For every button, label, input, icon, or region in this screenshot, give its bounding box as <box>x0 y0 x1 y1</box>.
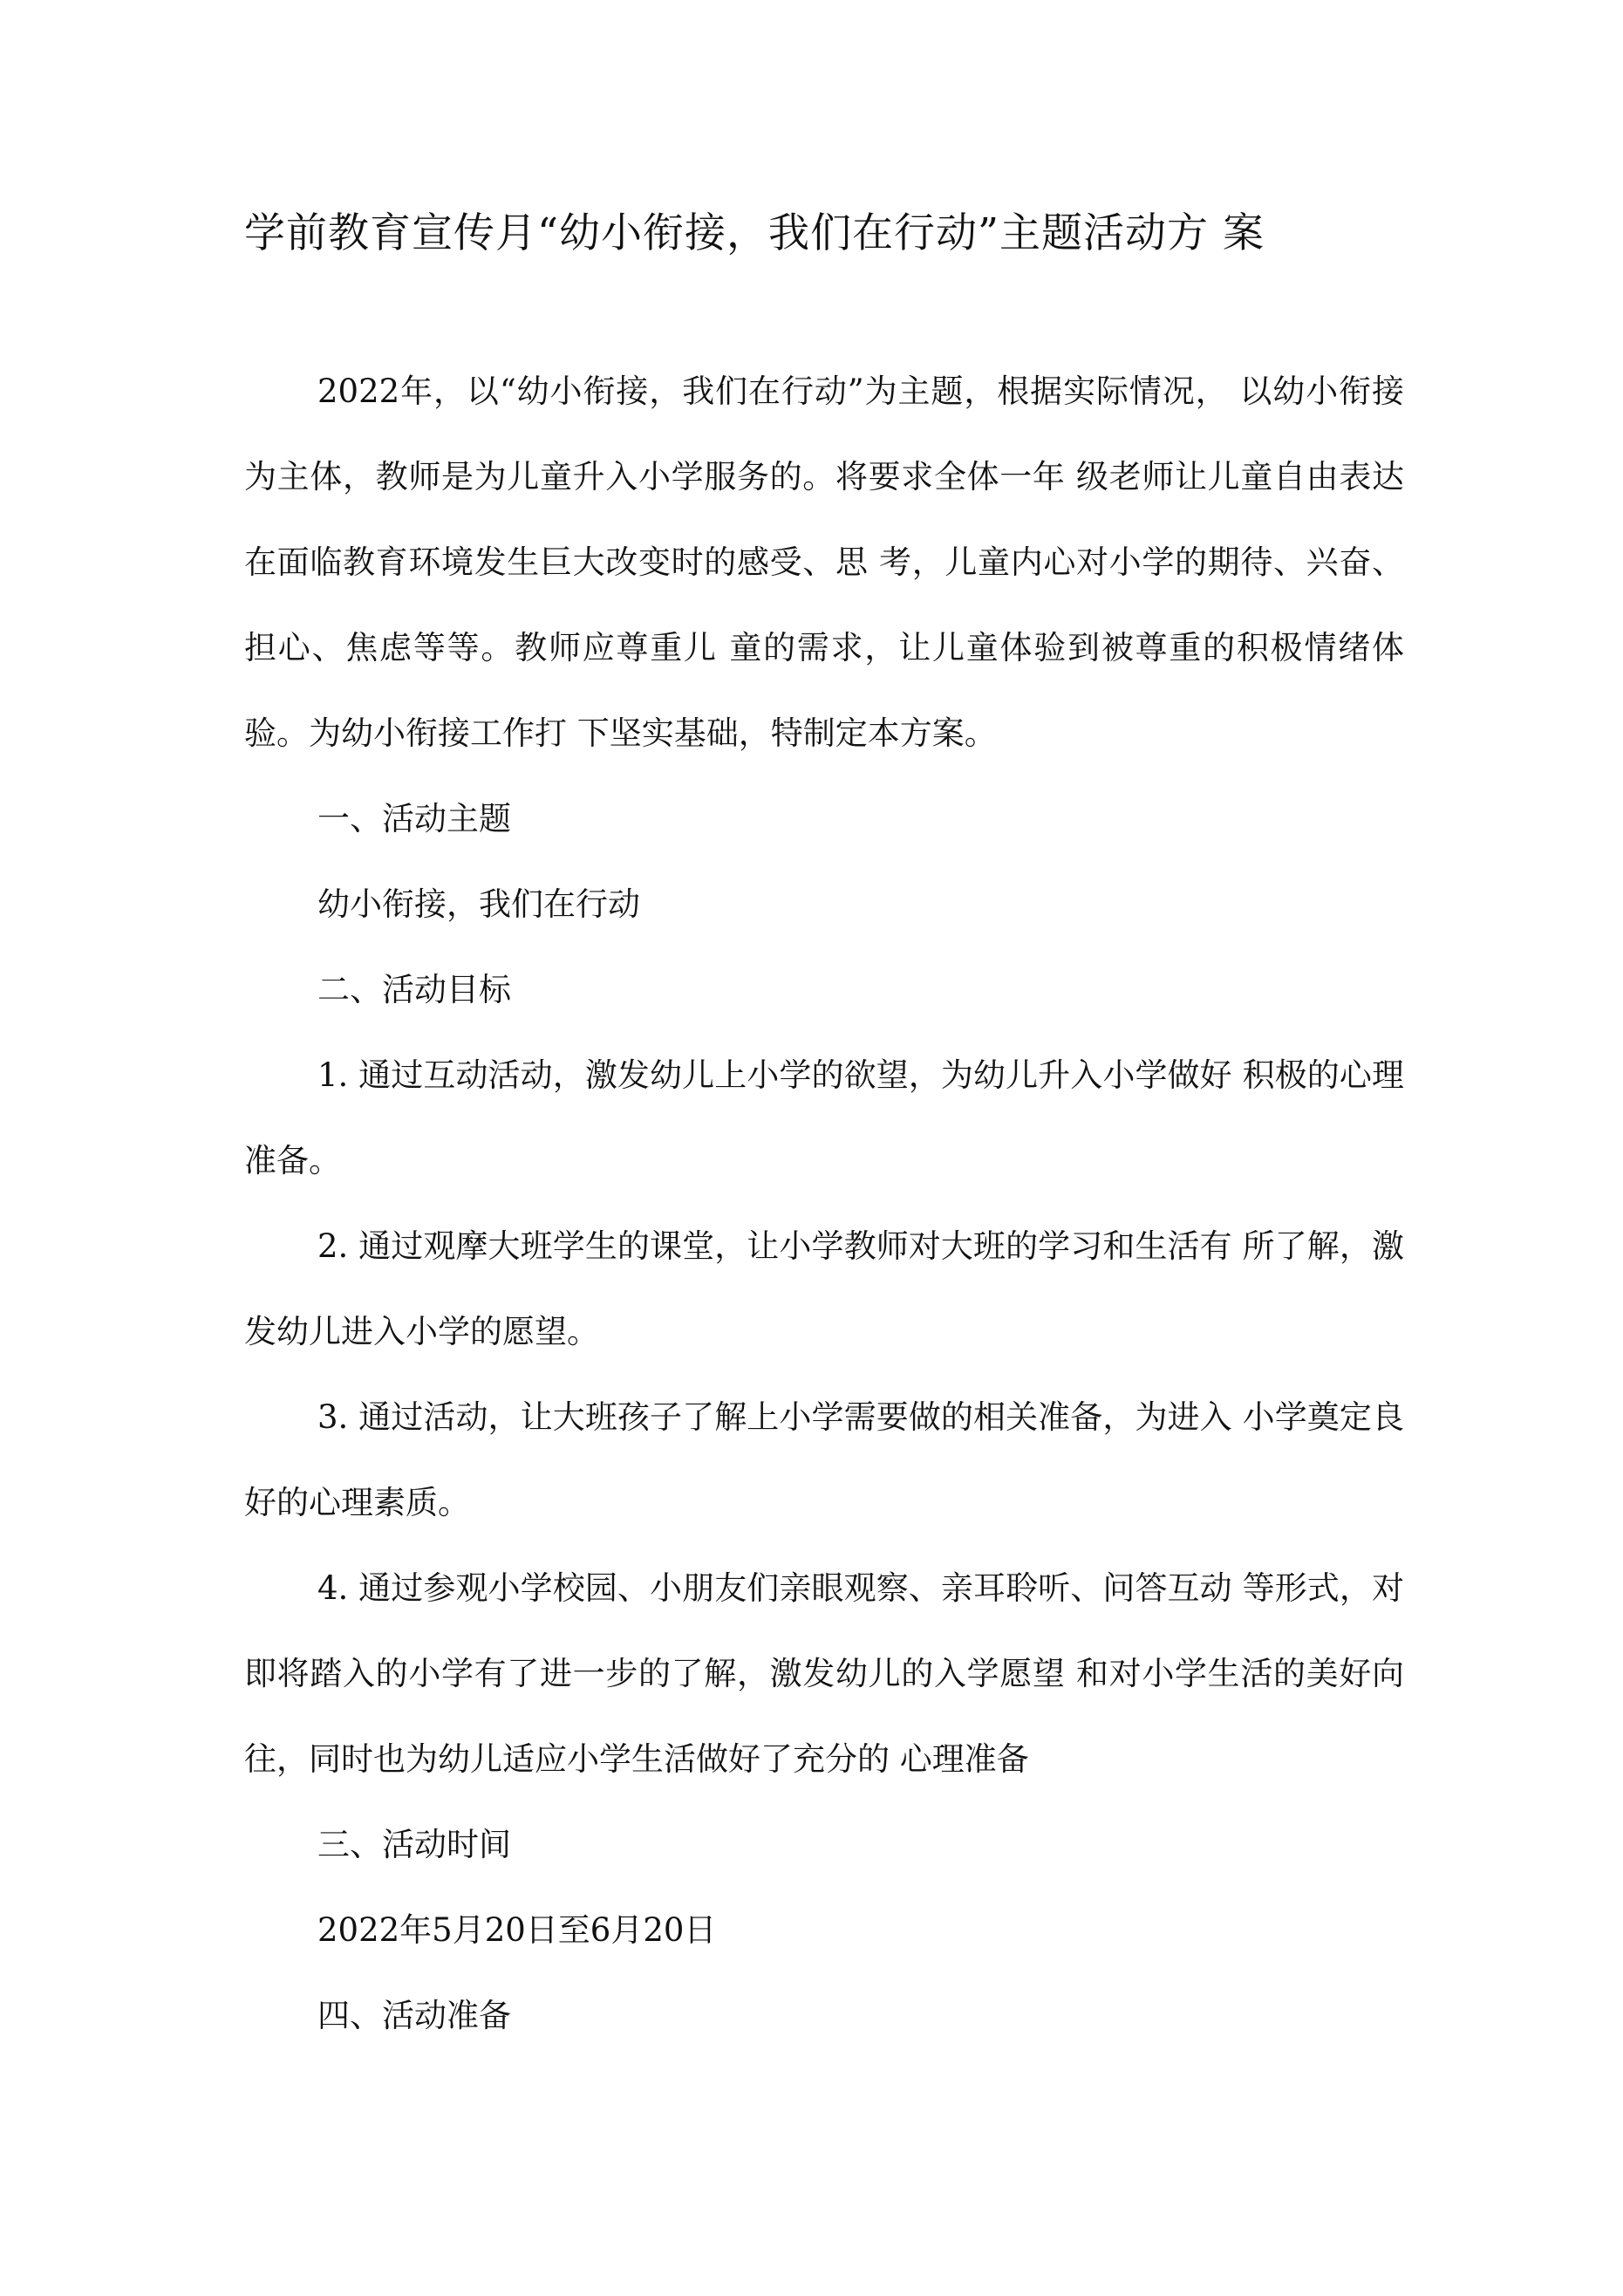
goal-item-2: 2. 通过观摩大班学生的课堂，让小学教师对大班的学习和生活有 所了解，激发幼儿进入小学的愿望。 <box>244 1227 1404 1350</box>
section-heading-time: 三、活动时间 <box>317 1826 511 1863</box>
intro-paragraph: 2022年，以“幼小衔接，我们在行动”为主题，根据实际情况， 以幼小衔接为主体，教师是为儿童升入小学服务的。将要求全体一年 级老师让儿童自由表达在面临教育环境发生巨大改变时的感受、思 考，儿童内心对小学的期待、兴奋、担心、焦虑等等。教师应尊重儿 童的需求，让儿童体验到被尊重的积极情绪体验。为幼小衔接工作打 下坚实基础，特制定本方案。 <box>244 372 1404 752</box>
section-heading-goals: 二、活动目标 <box>317 971 511 1008</box>
goal-item-1: 1. 通过互动活动，激发幼儿上小学的欲望，为幼儿升入小学做好 积极的心理准备。 <box>244 1056 1404 1179</box>
section-heading-theme: 一、活动主题 <box>317 800 511 837</box>
goal-item-3: 3. 通过活动，让大班孩子了解上小学需要做的相关准备，为进入 小学奠定良好的心理素质。 <box>244 1398 1404 1521</box>
document-title: 学前教育宣传月“幼小衔接，我们在行动”主题活动方 案 <box>244 209 1265 257</box>
time-text: 2022年5月20日至6月20日 <box>317 1911 717 1949</box>
document-body <box>244 349 1404 2059</box>
theme-text: 幼小衔接，我们在行动 <box>317 885 640 923</box>
section-heading-preparation: 四、活动准备 <box>317 1997 511 2034</box>
goal-item-4: 4. 通过参观小学校园、小朋友们亲眼观察、亲耳聆听、问答互动 等形式，对即将踏入的小学有了进一步的了解，激发幼儿的入学愿望 和对小学生活的美好向往，同时也为幼儿适应小学生活做好了充分的 心理准备 <box>244 1569 1404 1778</box>
